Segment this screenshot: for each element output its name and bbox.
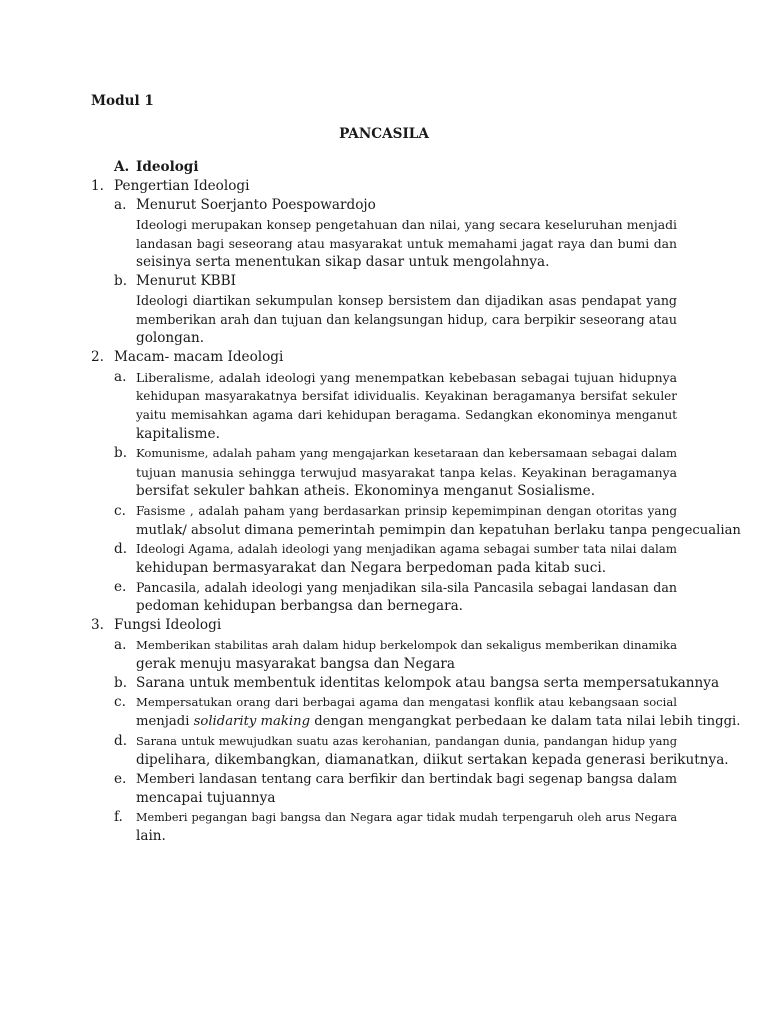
item-3-number: 3. [91,617,104,633]
paragraph-line: yaitu memisahkan agama dari kehidupan beragama. Sedangkan ekonominya menganut [136,408,677,422]
module-label: Modul 1 [91,93,154,109]
paragraph-line: kapitalisme. [136,426,220,442]
item-1b-heading: Menurut KBBI [136,273,237,289]
line-text: dengan mengangkat perbedaan ke dalam tata nilai lebih tinggi. [310,714,741,729]
item-1-number: 1. [91,178,104,194]
paragraph-line: Mempersatukan orang dari berbagai agama dan mengatasi konflik atau kebangsaan social [136,695,677,709]
document-title: PANCASILA [339,126,429,142]
item-2c-marker: c. [114,503,126,519]
paragraph-line: Pancasila, adalah ideologi yang menjadikan sila-sila Pancasila sebagai landasan dan [136,580,677,595]
item-3d-marker: d. [114,733,128,749]
item-3b-marker: b. [114,675,128,691]
paragraph-line: Memberi pegangan bagi bangsa dan Negara agar tidak mudah terpengaruh oleh arus Negara [136,811,677,824]
paragraph-line: golongan. [136,330,205,346]
section-a-heading: Ideologi [136,159,199,175]
paragraph-line: gerak menuju masyarakat bangsa dan Negara [136,656,456,672]
item-1a-heading: Menurut Soerjanto Poespowardojo [136,197,376,213]
paragraph-line: Ideologi merupakan konsep pengetahuan dan nilai, yang secara keseluruhan menjadi [136,217,677,232]
paragraph-line: mencapai tujuannya [136,790,276,806]
paragraph-line: Memberi landasan tentang cara berfikir dan bertindak bagi segenap bangsa dalam [136,772,677,787]
paragraph-line: seisinya serta menentukan sikap dasar untuk mengolahnya. [136,254,550,270]
item-2b-marker: b. [114,445,128,461]
paragraph-line: Komunisme, adalah paham yang mengajarkan kesetaraan dan kebersamaan sebagai dalam [136,446,677,460]
item-3a-marker: a. [114,637,127,653]
paragraph-line: landasan bagi seseorang atau masyarakat untuk memahami jagat raya dan bumi dan [136,236,677,251]
item-1-heading: Pengertian Ideologi [114,178,250,194]
paragraph-line: mutlak/ absolut dimana pemerintah pemimpin dan kepatuhan berlaku tanpa pengecualian [136,523,741,538]
paragraph-line: Memberikan stabilitas arah dalam hidup berkelompok dan sekaligus memberikan dinamika [136,638,677,652]
paragraph-line: tujuan manusia sehingga terwujud masyarakat tanpa kelas. Keyakinan beragamanya [136,465,677,480]
item-1b-marker: b. [114,273,128,289]
line-text: menjadi [136,714,194,729]
paragraph-line: Sarana untuk membentuk identitas kelompok atau bangsa serta mempersatukannya [136,675,720,691]
paragraph-line: kehidupan bermasyarakat dan Negara berpedoman pada kitab suci. [136,560,607,576]
paragraph-line: Fasisme , adalah paham yang berdasarkan prinsip kepemimpinan dengan otoritas yang [136,504,677,518]
item-1a-marker: a. [114,197,127,213]
paragraph-line: Liberalisme, adalah ideologi yang menempatkan kebebasan sebagai tujuan hidupnya [136,370,677,385]
item-3c-marker: c. [114,694,126,710]
paragraph-line: kehidupan masyarakatnya bersifat idividualis. Keyakinan beragamanya bersifat sekuler [136,389,677,403]
item-3f-marker: f. [114,809,123,825]
paragraph-line [136,712,740,731]
item-2d-marker: d. [114,541,128,557]
item-2-number: 2. [91,349,104,365]
paragraph-line: Sarana untuk mewujudkan suatu azas kerohanian, pandangan dunia, pandangan hidup yang [136,734,677,748]
paragraph-line: Ideologi diartikan sekumpulan konsep bersistem dan dijadikan asas pendapat yang [136,293,677,308]
paragraph-line: Ideologi Agama, adalah ideologi yang menjadikan agama sebagai sumber tata nilai dalam [136,542,677,556]
section-a-marker: A. [114,159,130,175]
paragraph-line: memberikan arah dan tujuan dan kelangsungan hidup, cara berpikir seseorang atau [136,312,677,327]
item-3-heading: Fungsi Ideologi [114,617,222,633]
paragraph-line: pedoman kehidupan berbangsa dan bernegara. [136,598,463,614]
paragraph-line: dipelihara, dikembangkan, diamanatkan, diikut sertakan kepada generasi berikutnya. [136,752,729,768]
emphasis-text: solidarity making [193,714,311,729]
paragraph-line: bersifat sekuler bahkan atheis. Ekonominya menganut Sosialisme. [136,483,596,499]
item-2e-marker: e. [114,579,127,595]
paragraph-line: lain. [136,828,166,844]
item-2-heading: Macam- macam Ideologi [114,349,284,365]
item-2a-marker: a. [114,369,127,385]
item-3e-marker: e. [114,771,127,787]
